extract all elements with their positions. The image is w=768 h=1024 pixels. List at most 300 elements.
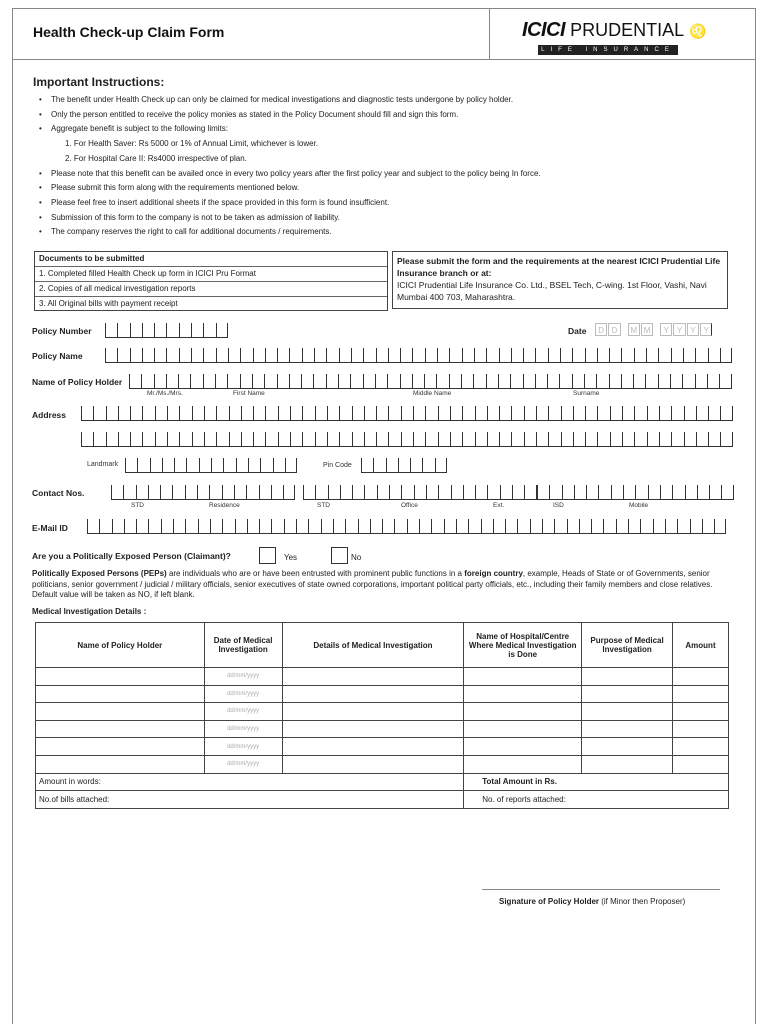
char-box[interactable] (653, 519, 665, 533)
char-box[interactable] (302, 406, 314, 420)
table-cell[interactable] (673, 720, 729, 738)
char-box[interactable] (241, 406, 253, 420)
char-box[interactable] (339, 406, 351, 420)
char-box[interactable] (708, 348, 720, 362)
char-box[interactable] (370, 519, 382, 533)
char-box[interactable] (315, 432, 327, 446)
char-box[interactable] (248, 458, 260, 472)
char-box[interactable] (413, 406, 425, 420)
char-box[interactable] (204, 432, 216, 446)
char-box[interactable] (709, 485, 721, 499)
char-box[interactable] (352, 485, 364, 499)
char-box[interactable] (303, 485, 315, 499)
char-box[interactable] (660, 485, 672, 499)
char-box[interactable] (236, 458, 248, 472)
char-box[interactable] (510, 374, 522, 388)
char-box[interactable] (505, 519, 517, 533)
char-box[interactable] (475, 432, 487, 446)
char-box[interactable] (259, 519, 271, 533)
char-box[interactable] (129, 374, 141, 388)
table-cell[interactable] (36, 755, 205, 773)
char-box[interactable] (487, 432, 499, 446)
char-box[interactable] (412, 348, 424, 362)
char-box[interactable] (456, 519, 468, 533)
char-box[interactable] (375, 374, 387, 388)
char-box[interactable] (572, 348, 584, 362)
char-box[interactable] (321, 519, 333, 533)
char-box[interactable] (499, 432, 511, 446)
char-box[interactable] (591, 519, 603, 533)
char-box[interactable] (277, 374, 289, 388)
date-char-box[interactable]: Y (673, 323, 685, 336)
char-box[interactable] (198, 519, 210, 533)
char-box[interactable] (499, 406, 511, 420)
char-box[interactable] (547, 374, 559, 388)
char-box[interactable] (259, 485, 271, 499)
char-box[interactable] (352, 406, 364, 420)
char-box[interactable] (216, 348, 228, 362)
char-box[interactable] (278, 432, 290, 446)
char-box[interactable] (302, 432, 314, 446)
char-box[interactable] (185, 519, 197, 533)
char-box[interactable] (241, 432, 253, 446)
char-box[interactable] (671, 348, 683, 362)
char-box[interactable] (435, 458, 447, 472)
char-box[interactable] (585, 348, 597, 362)
char-box[interactable] (683, 348, 695, 362)
char-box[interactable] (326, 374, 338, 388)
char-box[interactable] (376, 348, 388, 362)
char-box[interactable] (283, 485, 295, 499)
char-box[interactable] (573, 406, 585, 420)
char-box[interactable] (253, 406, 265, 420)
char-box[interactable] (161, 519, 173, 533)
policy-number-field[interactable] (105, 323, 228, 338)
char-box[interactable] (645, 374, 657, 388)
char-box[interactable] (548, 348, 560, 362)
char-box[interactable] (155, 432, 167, 446)
date-char-box[interactable]: Y (687, 323, 699, 336)
char-box[interactable] (178, 374, 190, 388)
char-box[interactable] (648, 485, 660, 499)
char-box[interactable] (622, 406, 634, 420)
char-box[interactable] (172, 485, 184, 499)
table-cell[interactable] (673, 738, 729, 756)
char-box[interactable] (142, 323, 154, 337)
char-box[interactable] (401, 485, 413, 499)
char-box[interactable] (597, 348, 609, 362)
char-box[interactable] (284, 519, 296, 533)
char-box[interactable] (468, 519, 480, 533)
char-box[interactable] (449, 374, 461, 388)
char-box[interactable] (142, 348, 154, 362)
char-box[interactable] (192, 406, 204, 420)
char-box[interactable] (622, 432, 634, 446)
char-box[interactable] (707, 374, 719, 388)
char-box[interactable] (376, 406, 388, 420)
char-box[interactable] (413, 432, 425, 446)
char-box[interactable] (696, 406, 708, 420)
char-box[interactable] (211, 458, 223, 472)
char-box[interactable] (719, 374, 731, 388)
char-box[interactable] (358, 519, 370, 533)
char-box[interactable] (167, 406, 179, 420)
char-box[interactable] (289, 374, 301, 388)
date-field[interactable] (595, 323, 713, 337)
char-box[interactable] (246, 485, 258, 499)
char-box[interactable] (166, 323, 178, 337)
char-box[interactable] (562, 485, 574, 499)
char-box[interactable] (179, 348, 191, 362)
char-box[interactable] (462, 432, 474, 446)
char-box[interactable] (373, 458, 385, 472)
char-box[interactable] (339, 348, 351, 362)
char-box[interactable] (438, 485, 450, 499)
char-box[interactable] (252, 374, 264, 388)
char-box[interactable] (148, 485, 160, 499)
char-box[interactable] (431, 519, 443, 533)
char-box[interactable] (222, 519, 234, 533)
table-cell[interactable] (673, 703, 729, 721)
char-box[interactable] (633, 374, 645, 388)
char-box[interactable] (210, 519, 222, 533)
char-box[interactable] (377, 485, 389, 499)
table-cell[interactable] (464, 738, 582, 756)
char-box[interactable] (481, 519, 493, 533)
char-box[interactable] (611, 485, 623, 499)
char-box[interactable] (425, 348, 437, 362)
char-box[interactable] (308, 519, 320, 533)
char-box[interactable] (523, 348, 535, 362)
char-box[interactable] (486, 348, 498, 362)
table-cell[interactable] (36, 685, 205, 703)
char-box[interactable] (199, 458, 211, 472)
char-box[interactable] (708, 406, 720, 420)
holder-name-field[interactable] (129, 374, 732, 389)
char-box[interactable] (117, 323, 129, 337)
char-box[interactable] (204, 406, 216, 420)
char-box[interactable] (273, 458, 285, 472)
char-box[interactable] (185, 485, 197, 499)
table-cell[interactable] (582, 668, 673, 686)
char-box[interactable] (326, 348, 338, 362)
char-box[interactable] (609, 348, 621, 362)
table-cell[interactable] (464, 685, 582, 703)
char-box[interactable] (160, 485, 172, 499)
char-box[interactable] (499, 348, 511, 362)
char-box[interactable] (584, 374, 596, 388)
char-box[interactable] (524, 406, 536, 420)
char-box[interactable] (87, 519, 99, 533)
char-box[interactable] (450, 432, 462, 446)
char-box[interactable] (596, 374, 608, 388)
char-box[interactable] (191, 348, 203, 362)
char-box[interactable] (436, 374, 448, 388)
char-box[interactable] (524, 485, 536, 499)
char-box[interactable] (401, 432, 413, 446)
char-box[interactable] (659, 432, 671, 446)
char-box[interactable] (437, 348, 449, 362)
char-box[interactable] (112, 519, 124, 533)
char-box[interactable] (179, 323, 191, 337)
char-box[interactable] (142, 432, 154, 446)
char-box[interactable] (265, 406, 277, 420)
char-box[interactable] (610, 432, 622, 446)
char-box[interactable] (586, 485, 598, 499)
table-cell[interactable] (282, 703, 464, 721)
bills-attached[interactable]: No.of bills attached: (36, 791, 464, 809)
char-box[interactable] (684, 432, 696, 446)
char-box[interactable] (560, 348, 572, 362)
policy-name-field[interactable] (105, 348, 732, 363)
char-box[interactable] (635, 485, 647, 499)
char-box[interactable] (450, 406, 462, 420)
char-box[interactable] (234, 485, 246, 499)
pin-code-field[interactable] (361, 458, 447, 473)
char-box[interactable] (573, 432, 585, 446)
char-box[interactable] (125, 458, 137, 472)
char-box[interactable] (665, 519, 677, 533)
char-box[interactable] (302, 348, 314, 362)
table-cell[interactable] (582, 755, 673, 773)
char-box[interactable] (285, 458, 297, 472)
char-box[interactable] (388, 348, 400, 362)
email-field[interactable] (87, 519, 726, 534)
char-box[interactable] (407, 519, 419, 533)
char-box[interactable] (621, 374, 633, 388)
char-box[interactable] (530, 519, 542, 533)
char-box[interactable] (190, 374, 202, 388)
char-box[interactable] (535, 374, 547, 388)
char-box[interactable] (166, 374, 178, 388)
char-box[interactable] (658, 348, 670, 362)
char-box[interactable] (105, 323, 117, 337)
char-box[interactable] (289, 348, 301, 362)
char-box[interactable] (228, 348, 240, 362)
std-residence-field[interactable] (111, 485, 295, 500)
table-cell[interactable] (464, 720, 582, 738)
char-box[interactable] (609, 374, 621, 388)
table-cell[interactable] (673, 685, 729, 703)
char-box[interactable] (493, 519, 505, 533)
char-box[interactable] (598, 485, 610, 499)
char-box[interactable] (123, 485, 135, 499)
table-cell[interactable] (282, 738, 464, 756)
table-cell[interactable] (282, 720, 464, 738)
char-box[interactable] (130, 348, 142, 362)
char-box[interactable] (130, 406, 142, 420)
char-box[interactable] (647, 432, 659, 446)
char-box[interactable] (634, 432, 646, 446)
char-box[interactable] (235, 519, 247, 533)
char-box[interactable] (227, 374, 239, 388)
table-cell[interactable] (582, 738, 673, 756)
char-box[interactable] (720, 348, 732, 362)
char-box[interactable] (327, 432, 339, 446)
date-cell[interactable]: dd/mm/yyyy (204, 738, 282, 756)
char-box[interactable] (548, 432, 560, 446)
char-box[interactable] (603, 519, 615, 533)
char-box[interactable] (81, 406, 93, 420)
char-box[interactable] (155, 406, 167, 420)
char-box[interactable] (174, 458, 186, 472)
char-box[interactable] (338, 374, 350, 388)
char-box[interactable] (222, 485, 234, 499)
char-box[interactable] (684, 406, 696, 420)
char-box[interactable] (682, 374, 694, 388)
address-line-1[interactable] (81, 406, 733, 421)
char-box[interactable] (203, 348, 215, 362)
date-cell[interactable]: dd/mm/yyyy (204, 720, 282, 738)
char-box[interactable] (659, 406, 671, 420)
char-box[interactable] (118, 406, 130, 420)
char-box[interactable] (389, 485, 401, 499)
char-box[interactable] (265, 432, 277, 446)
char-box[interactable] (438, 406, 450, 420)
char-box[interactable] (424, 374, 436, 388)
char-box[interactable] (720, 432, 732, 446)
char-box[interactable] (150, 458, 162, 472)
char-box[interactable] (422, 458, 434, 472)
char-box[interactable] (363, 374, 375, 388)
char-box[interactable] (444, 519, 456, 533)
char-box[interactable] (548, 406, 560, 420)
date-cell[interactable]: dd/mm/yyyy (204, 668, 282, 686)
char-box[interactable] (670, 374, 682, 388)
char-box[interactable] (264, 374, 276, 388)
char-box[interactable] (351, 348, 363, 362)
signature-line[interactable] (482, 889, 720, 890)
char-box[interactable] (721, 485, 733, 499)
char-box[interactable] (277, 348, 289, 362)
char-box[interactable] (265, 348, 277, 362)
char-box[interactable] (179, 406, 191, 420)
landmark-field[interactable] (125, 458, 297, 473)
char-box[interactable] (315, 406, 327, 420)
char-box[interactable] (278, 406, 290, 420)
char-box[interactable] (425, 432, 437, 446)
char-box[interactable] (690, 519, 702, 533)
char-box[interactable] (462, 348, 474, 362)
char-box[interactable] (449, 348, 461, 362)
char-box[interactable] (523, 374, 535, 388)
char-box[interactable] (124, 519, 136, 533)
char-box[interactable] (549, 485, 561, 499)
char-box[interactable] (186, 458, 198, 472)
char-box[interactable] (579, 519, 591, 533)
char-box[interactable] (296, 519, 308, 533)
char-box[interactable] (240, 374, 252, 388)
char-box[interactable] (136, 519, 148, 533)
std-office-field[interactable] (303, 485, 537, 500)
date-char-box[interactable]: D (595, 323, 607, 336)
date-cell[interactable]: dd/mm/yyyy (204, 703, 282, 721)
char-box[interactable] (223, 458, 235, 472)
char-box[interactable] (511, 432, 523, 446)
char-box[interactable] (111, 485, 123, 499)
address-line-2[interactable] (81, 432, 733, 447)
char-box[interactable] (498, 374, 510, 388)
char-box[interactable] (473, 374, 485, 388)
date-char-box[interactable]: Y (700, 323, 712, 336)
table-cell[interactable] (673, 668, 729, 686)
char-box[interactable] (216, 406, 228, 420)
table-cell[interactable] (36, 720, 205, 738)
char-box[interactable] (634, 406, 646, 420)
char-box[interactable] (340, 485, 352, 499)
char-box[interactable] (695, 348, 707, 362)
char-box[interactable] (345, 519, 357, 533)
char-box[interactable] (474, 348, 486, 362)
char-box[interactable] (610, 406, 622, 420)
char-box[interactable] (708, 432, 720, 446)
char-box[interactable] (640, 519, 652, 533)
char-box[interactable] (363, 348, 375, 362)
table-cell[interactable] (464, 755, 582, 773)
char-box[interactable] (388, 432, 400, 446)
char-box[interactable] (400, 348, 412, 362)
date-cell[interactable]: dd/mm/yyyy (204, 755, 282, 773)
char-box[interactable] (179, 432, 191, 446)
table-cell[interactable] (582, 685, 673, 703)
char-box[interactable] (410, 458, 422, 472)
char-box[interactable] (647, 406, 659, 420)
char-box[interactable] (339, 432, 351, 446)
char-box[interactable] (364, 432, 376, 446)
char-box[interactable] (136, 485, 148, 499)
char-box[interactable] (426, 485, 438, 499)
table-cell[interactable] (673, 755, 729, 773)
char-box[interactable] (106, 406, 118, 420)
char-box[interactable] (167, 432, 179, 446)
char-box[interactable] (585, 406, 597, 420)
table-cell[interactable] (582, 703, 673, 721)
char-box[interactable] (536, 432, 548, 446)
char-box[interactable] (425, 406, 437, 420)
table-cell[interactable] (582, 720, 673, 738)
char-box[interactable] (398, 458, 410, 472)
char-box[interactable] (414, 485, 426, 499)
char-box[interactable] (461, 374, 473, 388)
reports-attached[interactable]: No. of reports attached: (464, 791, 729, 809)
char-box[interactable] (696, 432, 708, 446)
char-box[interactable] (695, 374, 707, 388)
pep-no-checkbox[interactable] (331, 547, 348, 564)
pep-yes-checkbox[interactable] (259, 547, 276, 564)
char-box[interactable] (572, 374, 584, 388)
char-box[interactable] (350, 374, 362, 388)
char-box[interactable] (621, 348, 633, 362)
char-box[interactable] (137, 458, 149, 472)
char-box[interactable] (148, 519, 160, 533)
char-box[interactable] (247, 519, 259, 533)
char-box[interactable] (106, 432, 118, 446)
char-box[interactable] (401, 406, 413, 420)
char-box[interactable] (352, 432, 364, 446)
char-box[interactable] (240, 348, 252, 362)
char-box[interactable] (364, 485, 376, 499)
char-box[interactable] (260, 458, 272, 472)
char-box[interactable] (130, 432, 142, 446)
char-box[interactable] (463, 485, 475, 499)
char-box[interactable] (93, 432, 105, 446)
char-box[interactable] (192, 432, 204, 446)
char-box[interactable] (141, 374, 153, 388)
char-box[interactable] (154, 323, 166, 337)
char-box[interactable] (118, 432, 130, 446)
char-box[interactable] (597, 432, 609, 446)
char-box[interactable] (327, 406, 339, 420)
